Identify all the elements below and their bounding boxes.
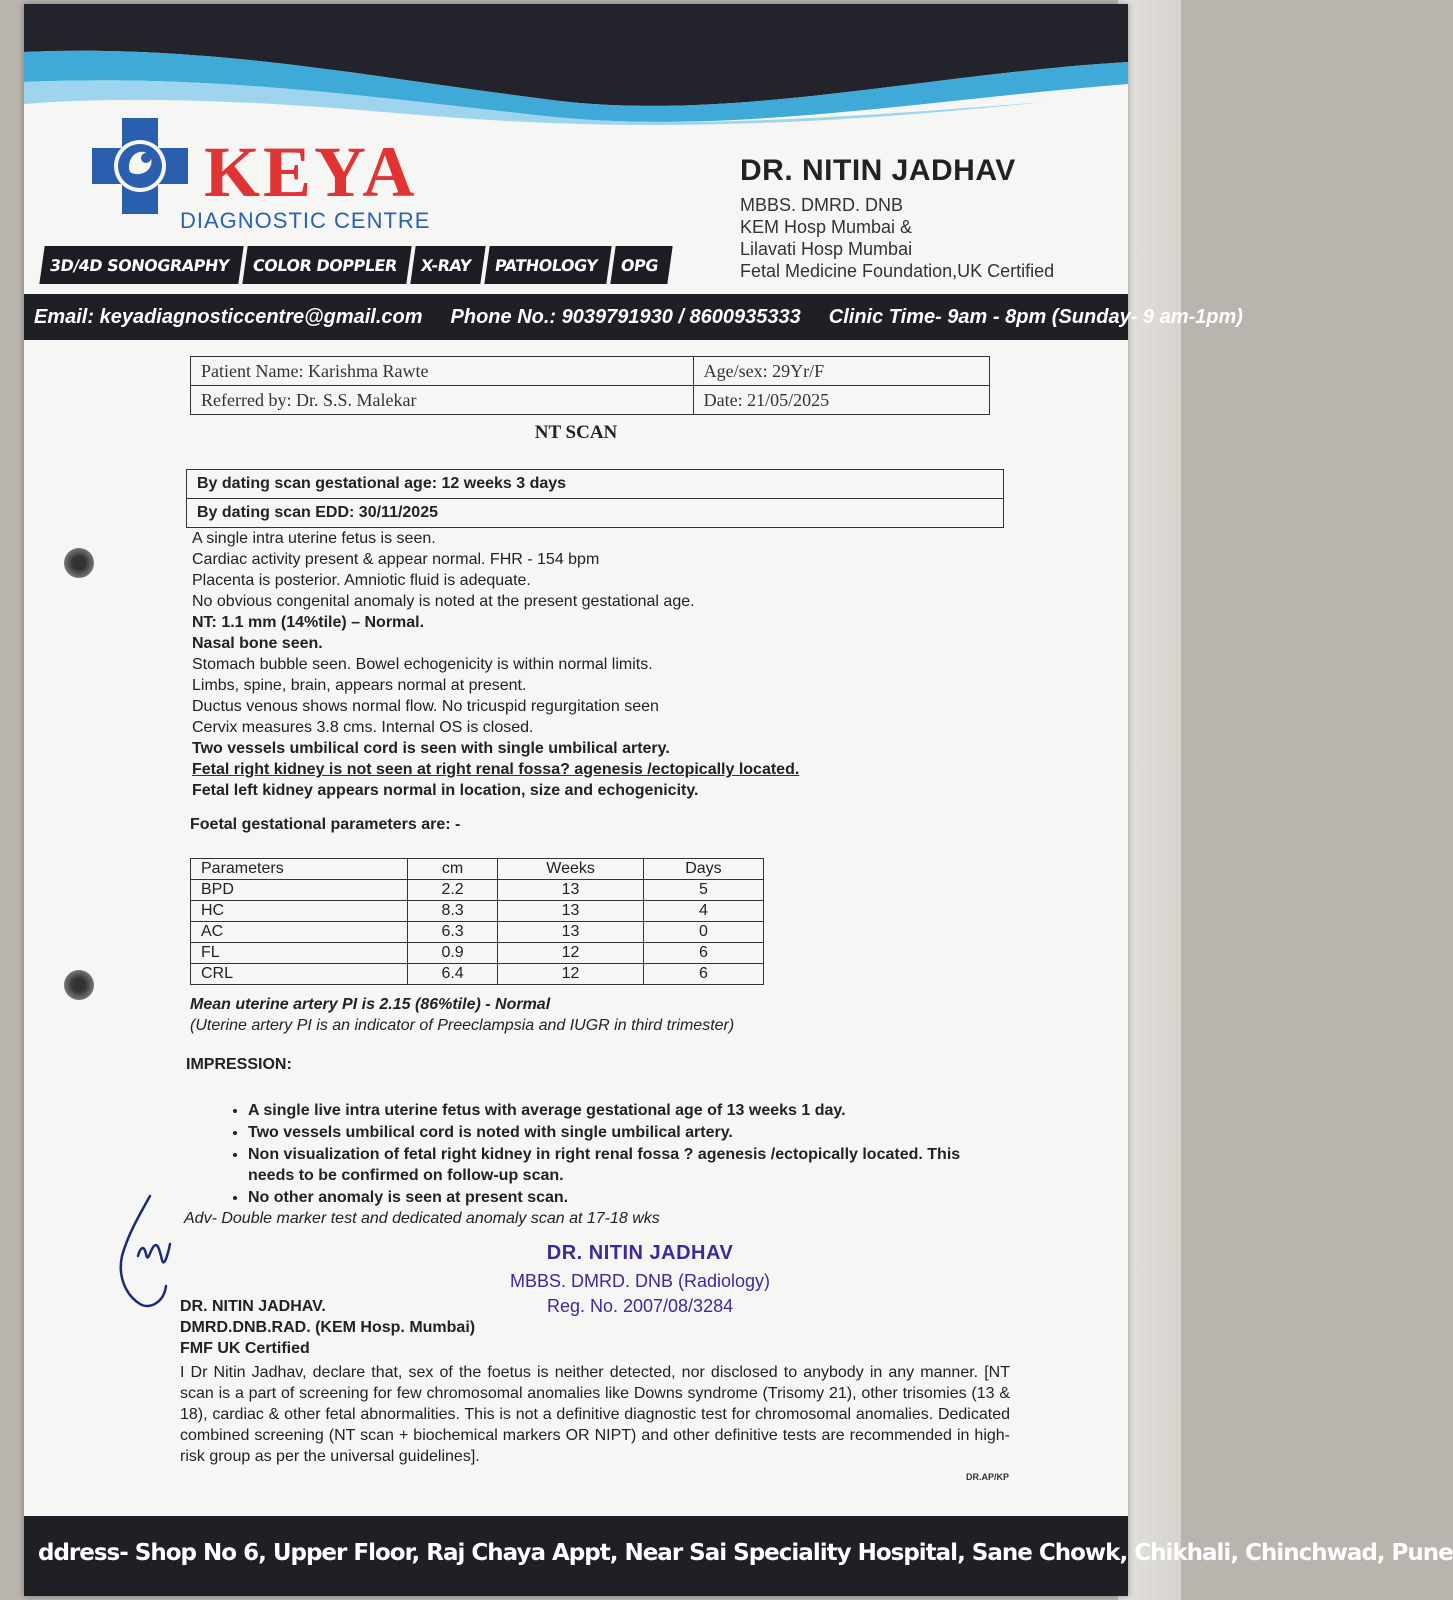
table-cell: 12 [498, 964, 644, 985]
sign-degree: DMRD.DNB.RAD. (KEM Hosp. Mumbai) [180, 1319, 476, 1336]
stamp-degree: MBBS. DMRD. DNB (Radiology) [510, 1271, 771, 1291]
uterine-pi: Mean uterine artery PI is 2.15 (86%tile) - Normal [190, 996, 551, 1013]
service-tag: COLOR DOPPLER [242, 246, 411, 284]
table-cell: 5 [643, 880, 763, 901]
services-bar [42, 246, 674, 284]
finding-line: Nasal bone seen. [192, 635, 323, 652]
table-header: Days [643, 859, 763, 880]
table-cell: 0 [643, 922, 763, 943]
table-cell: 6 [643, 943, 763, 964]
patient-age-sex: Age/sex: 29Yr/F [693, 357, 989, 386]
table-cell: 6 [643, 964, 763, 985]
brand-name: KEYA [204, 132, 418, 212]
finding-line: Placenta is posterior. Amniotic fluid is adequate. [192, 572, 531, 589]
patient-info-table [190, 356, 990, 415]
doctor-qualification: MBBS. DMRD. DNB [740, 195, 904, 215]
doctor-stamp [510, 1242, 770, 1317]
signature-block [180, 1296, 475, 1359]
table-cell: 4 [643, 901, 763, 922]
impression-title: IMPRESSION: [186, 1056, 292, 1073]
table-row [191, 922, 764, 943]
gestational-age: By dating scan gestational age: 12 weeks 3 days [187, 470, 1004, 499]
doctor-certification: Fetal Medicine Foundation,UK Certified [740, 261, 1055, 281]
contact-phone: Phone No.: 9039791930 / 8600935333 [450, 305, 801, 328]
typist-initials: DR.AP/KP [966, 1472, 1010, 1482]
edd: By dating scan EDD: 30/11/2025 [187, 499, 1004, 528]
finding-line: Cervix measures 3.8 cms. Internal OS is closed. [192, 719, 534, 736]
patient-name: Patient Name: Karishma Rawte [191, 357, 694, 386]
report-date: Date: 21/05/2025 [693, 386, 989, 415]
sign-cert: FMF UK Certified [180, 1340, 310, 1357]
finding-line: Two vessels umbilical cord is seen with single umbilical artery. [192, 740, 670, 757]
uterine-pi-note: (Uterine artery PI is an indicator of Preeclampsia and IUGR in third trimester) [190, 1017, 735, 1034]
list-item: • Two vessels umbilical cord is noted with single umbilical artery. [248, 1122, 988, 1143]
doctor-hospital: Lilavati Hosp Mumbai [740, 239, 913, 259]
table-cell: 6.3 [407, 922, 497, 943]
declaration: I Dr Nitin Jadhav, declare that, sex of the foetus is neither detected, nor disclosed to anybody in any manner. [NT scan is a part of screening for few chromosomal anomalies like Downs syndrome (Trisomy 21), other trisomies (13 & 18), cardiac & other fetal abnormalities. This is not a definitive diagnostic test for chromosomal anomalies. Dedicated combined screening (NT scan + biochemical markers OR NIPT) and other definitive tests are recommended in high-risk group as per the universal guidelines]. [180, 1364, 1010, 1465]
table-cell: FL [191, 943, 408, 964]
table-cell: CRL [191, 964, 408, 985]
table-row [191, 964, 764, 985]
table-cell: HC [191, 901, 408, 922]
service-tag: PATHOLOGY [484, 246, 612, 284]
stamp-reg: Reg. No. 2007/08/3284 [546, 1296, 734, 1316]
service-tag: OPG [610, 246, 672, 284]
referred-by: Referred by: Dr. S.S. Malekar [191, 386, 694, 415]
table-cell: 12 [498, 943, 644, 964]
contact-email: Email: keyadiagnosticcentre@gmail.com [34, 305, 423, 328]
advice: Adv- Double marker test and dedicated anomaly scan at 17-18 wks [184, 1210, 660, 1227]
sign-name: DR. NITIN JADHAV. [180, 1298, 326, 1315]
table-cell: 0.9 [407, 943, 497, 964]
service-tag: X-RAY [410, 246, 485, 284]
params-title: Foetal gestational parameters are: - [190, 816, 461, 833]
table-cell: 6.4 [407, 964, 497, 985]
table-row [191, 943, 764, 964]
footer-address: ddress- Shop No 6, Upper Floor, Raj Chaya Appt, Near Sai Speciality Hospital, Sane Chowk, Chikhali, Chinchwad, Pune [38, 1540, 1453, 1566]
table-header: Parameters [191, 859, 408, 880]
finding-line: Fetal left kidney appears normal in location, size and echogenicity. [192, 782, 699, 799]
doctor-hospital: KEM Hosp Mumbai & [740, 217, 913, 237]
doctor-name: DR. NITIN JADHAV [740, 154, 1016, 187]
table-cell: 13 [498, 922, 644, 943]
finding-line: Ductus venous shows normal flow. No tricuspid regurgitation seen [192, 698, 659, 715]
findings-list [192, 528, 799, 801]
table-cell: 2.2 [407, 880, 497, 901]
finding-line: Fetal right kidney is not seen at right renal fossa? agenesis /ectopically located. [192, 761, 800, 778]
dating-table [186, 469, 1004, 528]
table-cell: 13 [498, 901, 644, 922]
stamp-name: DR. NITIN JADHAV [546, 1242, 734, 1264]
table-header: cm [407, 859, 497, 880]
table-row [191, 880, 764, 901]
report-page [24, 4, 1453, 1596]
punch-hole [64, 970, 94, 1000]
punch-hole [64, 548, 94, 578]
clinic-time: Clinic Time- 9am - 8pm (Sunday- 9 am-1pm) [828, 305, 1243, 328]
finding-line: Limbs, spine, brain, appears normal at present. [192, 677, 527, 694]
service-tag: 3D/4D SONOGRAPHY [39, 246, 243, 284]
table-cell: 13 [498, 880, 644, 901]
finding-line: Stomach bubble seen. Bowel echogenicity is within normal limits. [192, 656, 653, 673]
finding-line: NT: 1.1 mm (14%tile) – Normal. [192, 614, 425, 631]
table-row [191, 901, 764, 922]
finding-line: A single intra uterine fetus is seen. [192, 530, 436, 547]
contact-bar [24, 294, 1243, 340]
list-item: • Non visualization of fetal right kidney in right renal fossa ? agenesis /ectopically located. This needs to be confirmed on follow-up scan. [248, 1144, 988, 1186]
table-header: Weeks [498, 859, 644, 880]
uterine-artery-note [190, 994, 734, 1036]
brand-subtitle: DIAGNOSTIC CENTRE [180, 208, 431, 233]
finding-line: No obvious congenital anomaly is noted at the present gestational age. [192, 593, 695, 610]
keya-logo-icon [90, 116, 190, 216]
table-cell: AC [191, 922, 408, 943]
table-cell: 8.3 [407, 901, 497, 922]
params-table [190, 858, 764, 985]
report-title: NT SCAN [534, 422, 618, 443]
list-item: • A single live intra uterine fetus with average gestational age of 13 weeks 1 day. [248, 1100, 988, 1121]
list-item: • No other anomaly is seen at present scan. [248, 1187, 988, 1208]
finding-line: Cardiac activity present & appear normal. FHR - 154 bpm [192, 551, 600, 568]
doctor-header [740, 154, 1054, 282]
impression-list [218, 1100, 988, 1209]
table-cell: BPD [191, 880, 408, 901]
